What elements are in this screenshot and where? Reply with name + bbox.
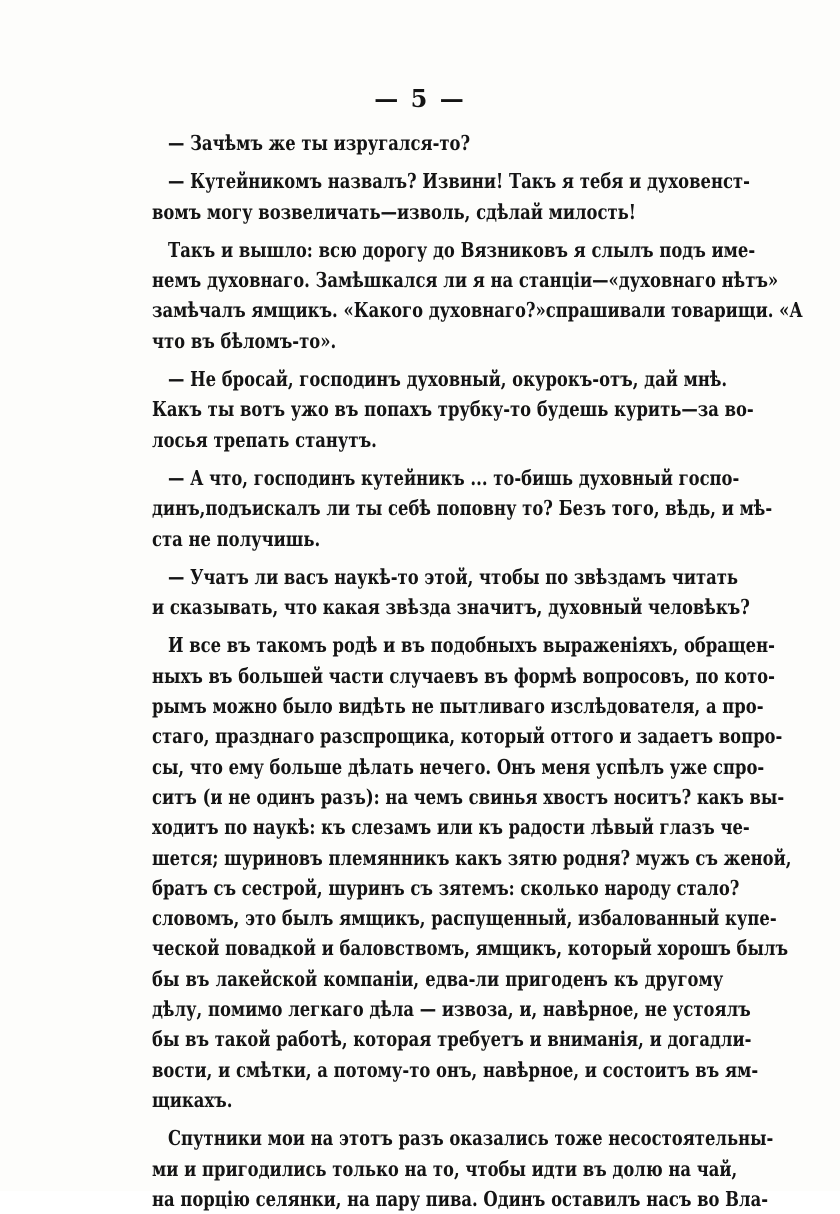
text-line: — Кутейникомъ назвалъ? Извини! Такъ я тебя и духовенст- <box>168 169 750 194</box>
text-line: динъ,подъискалъ ли ты себѣ поповну то? Безъ того, вѣдь, и мѣ- <box>152 496 773 521</box>
text-line: замѣчалъ ямщикъ. «Какого духовнаго?»спрашивали товарищи. «А <box>152 298 803 323</box>
text-line: стаго, празднаго разспрощика, который оттого и задаетъ вопро- <box>152 724 783 749</box>
text-line: ческой повадкой и баловствомъ, ямщикъ, который хорошъ былъ <box>152 936 789 961</box>
paragraph <box>152 166 750 227</box>
paragraph <box>152 128 609 158</box>
paragraph <box>152 463 773 554</box>
text-line: немъ духовнаго. Замѣшкался ли я на станціи—«духовнаго нѣтъ» <box>152 268 779 293</box>
text-line: — Учатъ ли васъ наукѣ-то этой, чтобы по звѣздамъ читать <box>168 564 739 589</box>
page-number: — 5 — <box>374 84 466 113</box>
text-line: — Зачѣмъ же ты изругался-то? <box>168 131 471 155</box>
text-line: словомъ, это былъ ямщикъ, распущенный, избалованный купе- <box>152 906 777 931</box>
paragraph <box>152 235 803 356</box>
text-line: ситъ (и не одинъ разъ): на чемъ свинья хвостъ носитъ? какъ вы- <box>152 784 785 809</box>
text-line: и сказывать, что какая звѣзда значитъ, духовный человѣкъ? <box>152 595 750 620</box>
text-line: шется; шуриновъ племянникъ какъ зятю родня? мужъ съ женой, <box>152 845 792 870</box>
paragraph <box>152 630 792 1115</box>
text-line: ми и пригодились только на то, чтобы идти въ долю на чай, <box>152 1156 738 1181</box>
text-line: дѣлу, помимо легкаго дѣла — извоза, и, навѣрное, не устоялъ <box>152 997 751 1022</box>
text-line: на порцію селянки, на пару пива. Одинъ оставилъ насъ во Вла- <box>152 1186 769 1211</box>
text-line: ста не получишь. <box>152 526 321 551</box>
text-line: Какъ ты вотъ ужо въ попахъ трубку-то будешь курить—за во- <box>152 397 754 422</box>
text-line: ходитъ по наукѣ: къ слезамъ или къ радости лѣвый глазъ че- <box>152 815 750 840</box>
text-line: рымъ можно было видѣть не пытливаго изслѣдователя, а про- <box>152 694 764 719</box>
paragraph <box>152 562 750 623</box>
text-line: что въ бѣломъ-то». <box>152 328 337 353</box>
text-line: щикахъ. <box>152 1087 233 1112</box>
text-line: лосья трепать станутъ. <box>152 427 377 452</box>
text-line: вомъ могу возвеличать—изволь, сдѣлай милость! <box>152 199 636 224</box>
text-line: — А что, господинъ кутейникъ ... то-бишь духовный госпо- <box>168 465 740 490</box>
text-line: братъ съ сестрой, шуринъ съ зятемъ: сколько народу стало? <box>152 875 740 900</box>
paragraph <box>152 364 754 455</box>
text-line: Спутники мои на этотъ разъ оказались тоже несостоятельны- <box>168 1126 774 1151</box>
body-text <box>152 128 803 1214</box>
text-line: И все въ такомъ родѣ и въ подобныхъ выраженіяхъ, обращен- <box>168 633 775 658</box>
text-line: ныхъ въ большей части случаевъ въ формѣ вопросовъ, по кото- <box>152 663 775 688</box>
text-line: бы въ такой работѣ, которая требуетъ и вниманія, и догадли- <box>152 1027 752 1052</box>
text-line: вости, и смѣтки, а потому-то онъ, навѣрное, и состоитъ въ ям- <box>152 1057 759 1082</box>
paragraph <box>152 1123 774 1214</box>
text-line: бы въ лакейской компаніи, едва-ли пригоденъ къ другому <box>152 966 724 991</box>
text-line: Такъ и вышло: всю дорогу до Вязниковъ я слылъ подъ име- <box>168 237 756 262</box>
text-line: сы, что ему больше дѣлать нечего. Онъ меня успѣлъ уже спро- <box>152 754 765 779</box>
text-line: — Не бросай, господинъ духовный, окурокъ-отъ, дай мнѣ. <box>168 367 728 392</box>
